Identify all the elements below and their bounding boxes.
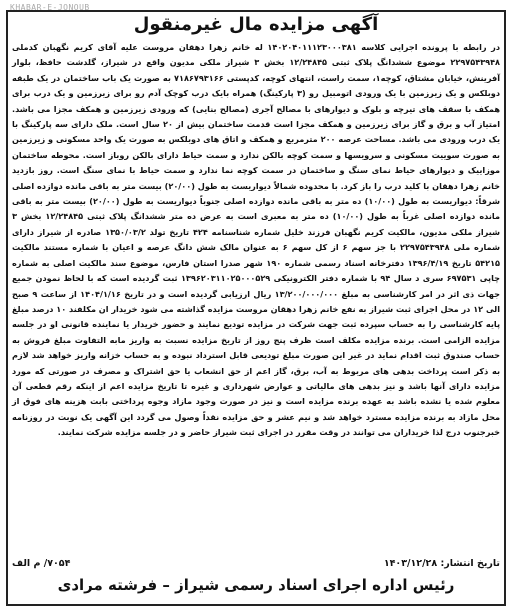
publication-date-label: تاریخ انتشار: <box>440 558 500 569</box>
publication-date-value: ۱۴۰۳/۱۲/۲۸ <box>383 558 438 569</box>
notice-code: ۷۰۵۴/ م الف <box>12 558 71 569</box>
notice-body: در رابطه با پرونده اجرایی کلاسه ۱۴۰۲۰۴۰۱۱۱۲۳۰۰۰۳۸۱ له خانم زهرا دهقان مروست علیه آقای کریم نگهبان کدملی ۲۲۹۷۵۴۳۹۴۸ موضوع ششدانگ پلاک ثبتی ۱۲/۲۴۸۴۵ بخش ۳ شیراز ملکی مدیون واقع در شیراز، گلدشت حافظ، بلوار آفرینش، خیابان مشتاق، کوچه۱، سمت راست، انتهای کوچه، کدپستی ۷۱۸۶۷۹۳۱۶۶ به صورت یک باب ساختمان در یک طبقه دوبلکس و یک زیرزمین با یک ورودی اتومبیل رو (۳ پارکینگ) همراه بایک درب کوچک آدم رو برای زیرزمین و یک درب برای همکف با سقف های تیرچه و بلوک و دیوارهای با مصالح آجری (مصالح بنایی) که ورودی زیرزمین و همکف مجزا می باشد. امتیاز آب و برق و گاز برای زیرزمین و همکف مجزا است قدمت ساختمان بیش از ۲۰ سال است. ملک دارای سه پارکینگ با یک درب ورودی می باشد. مساحت عرصه ۲۰۰ مترمربع و همکف و اتاق های دوبلکس به صورت یک واحد مسکونی و زیرزمین به صورت سوییت مسکونی و سرویسها و سمت کوچه بالکن ندارد و سمت حیاط دارای بالکن روباز است. محوطه ساختمان موزاییک و دیوارهای حیاط نمای سنگ و ساختمان در سمت کوچه نما ندارد و سمت حیاط با نمای سنگ است. روز بازدید خانم زهرا دهقان با کلید درب را باز کرد. با محدوده شمالاً دیواریست به طول (۲۰/۰۰) بیست متر به باقی مانده دوازده اصلی شرقاً: دیواریست به طول (۱۰/۰۰) ده متر به باقی مانده دوازده اصلی جنوباً دیواریست به طول (۲۰/۰۰) بیست متر به باقی مانده دوازده اصلی غرباً به طول (۱۰/۰۰) ده متر به معبری است به عرض ده متر ششدانگ پلاک ثبتی ۱۲/۲۴۸۴۵ بخش ۳ شیراز ملکی مدیون، مالکیت کریم نگهبان فرزند خلیل شماره شناسنامه ۴۲۴ تاریخ تولد ۱۳۵۰/۰۳/۲ صادره از شیراز دارای شماره ملی ۲۲۹۷۵۴۳۹۴۸ با جز سهم ۶ از کل سهم ۶ به عنوان مالک شش دانگ عرصه و اعیان با شماره مستند مالکیت ۵۴۲۱۵ تاریخ ۱۳۹۶/۴/۱۹ دفترخانه اسناد رسمی شماره ۱۹۰ شهر صدرا استان فارس، موضوع سند مالکیت اصلی به شماره چاپی ۶۹۷۵۳۱ سری د سال ۹۴ با شماره دفتر الکترونیکی ۱۳۹۶۲۰۳۱۱۰۲۵۰۰۰۵۲۹ ثبت گردیده است که با لحاظ نمودن جمیع جهات ذی اثر در امر کارشناسی به مبلغ ۱۳/۲۰۰/۰۰۰/۰۰۰ ریال ارزیابی گردیده است و در تاریخ ۱۴۰۴/۱/۱۶ از ساعت ۹ صبح الی ۱۲ در محل اجرای ثبت شیراز به نفع خانم زهرا دهقان مروست مزایده گذاشته می شود خریدار ان مکلفند ۱۰ درصد مبلغ پایه کارشناسی را به حساب سپرده ثبت جهت شرکت در مزایده تودیع نمایند و حضور خریدار یا نماینده قانونی او در جلسه مزایده الزامی است. برنده مزایده مکلف است ظرف پنج روز از تاریخ مزایده نسبت به واریز مابه التفاوت مبلغ فروش به حساب صندوق ثبت اقدام نماید در غیر این صورت مبلغ تودیعی قابل استرداد نبوده و به حساب خزانه واریز خواهد شد لازم به ذکر است پرداخت بدهی های مربوط به آب، برق، گاز اعم از حق انشعاب یا حق اشتراک و مصرف در صورتی که مورد مزایده دارای آنها باشد و نیز بدهی های مالیاتی و عوارض شهرداری و غیره تا تاریخ مزایده اعم از اینکه رقم قطعی آن معلوم شده یا نشده باشد به عهده برنده مزایده است و نیز در صورت وجود مازاد وجوه پرداختی بابت هزینه های فوق از محل مازاد به برنده مزایده مسترد خواهد شد و نیم عشر و حق مزایده نقداً وصول می گردد این آگهی یک نوبت در روزنامه خبرجنوب درج لذا خریداران می توانند در وقت مقرر در اجرای ثبت شیراز حاضر و در جلسه مزایده شرکت نمایند. <box>12 42 501 438</box>
publication-date <box>384 558 500 569</box>
signature-line: رئیس اداره اجرای اسناد رسمی شیراز – فرشته مرادی <box>57 576 455 594</box>
notice-title: آگهی مزایده مال غیرمنقول <box>133 14 379 35</box>
notice-footer <box>12 558 500 569</box>
source-watermark: KHABAR-E-JONOUB <box>10 3 90 12</box>
